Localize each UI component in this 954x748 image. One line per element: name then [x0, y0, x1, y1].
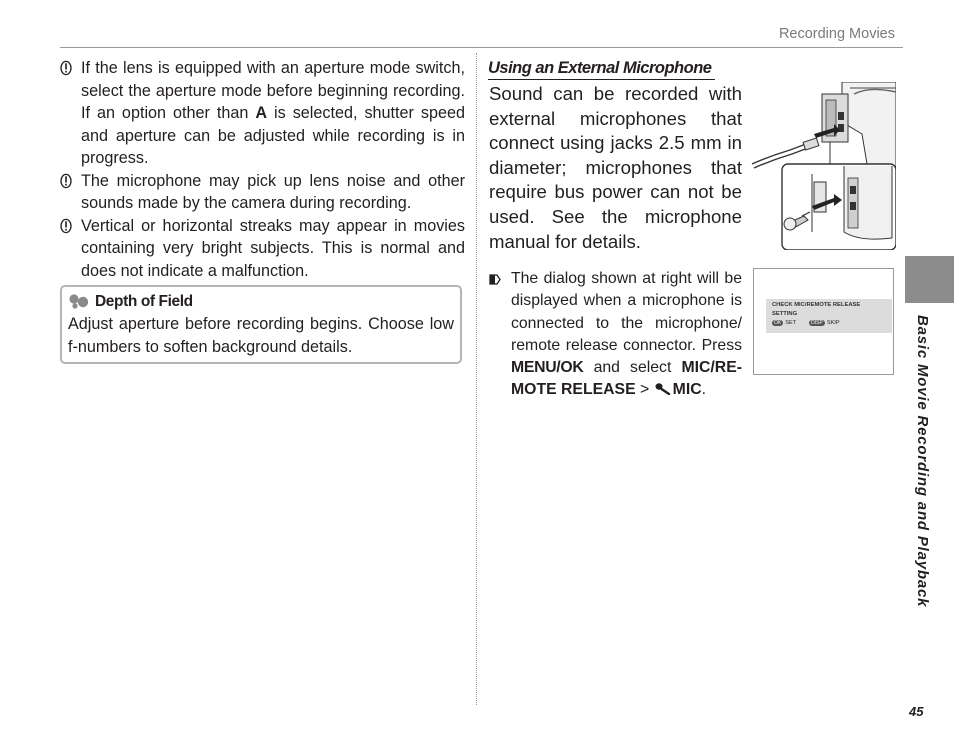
tip-body: Adjust aperture before recording begins. Choose low f-numbers to soften background details. [68, 315, 454, 356]
caution-icon [60, 218, 72, 234]
caution-icon [60, 173, 72, 189]
dialog-panel [766, 299, 892, 333]
disp-key-icon: DISP [811, 320, 823, 326]
mic-icon [654, 382, 671, 395]
microphone-illustration [750, 82, 896, 250]
page-number: 45 [909, 704, 924, 719]
tip-box [60, 285, 462, 364]
caution-notes [60, 57, 465, 282]
caution-note: Vertical or horizontal streaks may appear in movies containing very bright subjects. This is normal and does not indicate a malfunction. [60, 215, 465, 283]
tip-icon [68, 293, 92, 309]
column-divider [476, 53, 477, 705]
caution-note: The microphone may pick up lens noise and other sounds made by the camera during recording. [60, 170, 465, 215]
chapter-label: Basic Movie Recording and Playback [914, 315, 931, 608]
section-body: Sound can be recorded with external microphones that connect using jacks 2.5 mm in diameter; microphones that require bus power can not be used. See the microphone manual for details. [489, 83, 742, 252]
memo-note: The dialog shown at right will be displayed when a microphone is connected to the microphone/ remote release connector. Press MENU/OK and select MIC/REMOTE RELEASE > MIC. [489, 268, 742, 402]
section-title: Using an External Microphone [488, 58, 715, 80]
ok-key-icon: OK [774, 320, 782, 326]
caution-note: If the lens is equipped with an aperture mode switch, select the aperture mode before beginning recording. If an option other than A is selected, shutter speed and aperture can be adjusted while recording is in progress. [60, 57, 465, 170]
dialog-set-label: SET [785, 320, 797, 326]
menu-option-mic-remote-release: MIC/REMOTE RELEASE [511, 359, 742, 399]
memo-icon [489, 273, 501, 286]
dialog-buttons [772, 320, 840, 326]
running-header: Recording Movies [778, 26, 895, 42]
header-rule [60, 47, 903, 48]
dialog-message: CHECK MIC/REMOTE RELEASE SETTING [772, 302, 861, 317]
menu-option-mic: MIC [672, 381, 702, 399]
chapter-tab [905, 256, 954, 303]
tip-heading [68, 291, 454, 313]
dialog-skip-label: SKIP [826, 320, 840, 326]
aperture-mode-a: A [255, 104, 268, 122]
tip-title: Depth of Field [95, 293, 193, 310]
microphone-dialog-illustration [753, 268, 894, 375]
menu-ok-key: MENU/OK [511, 359, 584, 377]
caution-icon [60, 60, 72, 76]
